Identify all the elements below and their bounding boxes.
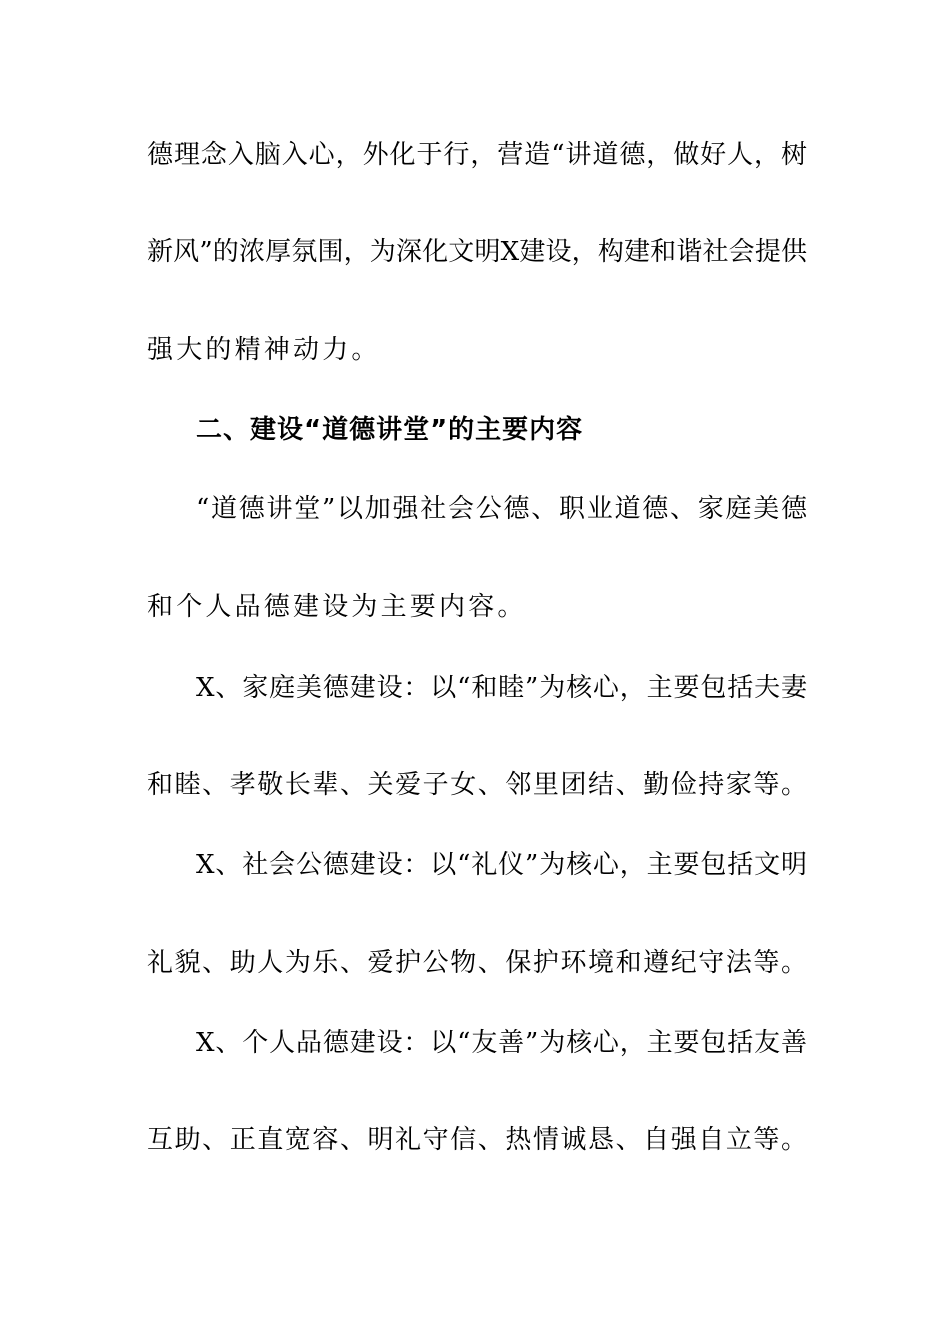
item-family-line-2: 和睦、孝敬长辈、关爱子女、邻里团结、勤俭持家等。 <box>147 770 807 800</box>
paragraph-main-line-2: 和个人品德建设为主要内容。 <box>147 592 527 622</box>
item-family-line-1: X、家庭美德建设：以“和睦”为核心，主要包括夫妻 <box>196 673 807 703</box>
item-social-line-2: 礼貌、助人为乐、爱护公物、保护环境和遵纪守法等。 <box>147 948 807 978</box>
paragraph-main-line-1: “道德讲堂”以加强社会公德、职业道德、家庭美德 <box>196 494 807 524</box>
paragraph-intro-line-3: 强大的精神动力。 <box>147 335 381 365</box>
item-personal-line-2: 互助、正直宽容、明礼守信、热情诚恳、自强自立等。 <box>147 1125 807 1155</box>
item-social-line-1: X、社会公德建设：以“礼仪”为核心，主要包括文明 <box>196 850 807 880</box>
paragraph-intro-line-1: 德理念入脑入心，外化于行，营造“讲道德，做好人，树 <box>147 140 807 170</box>
paragraph-intro-line-2: 新风”的浓厚氛围，为深化文明X建设，构建和谐社会提供 <box>147 237 807 267</box>
item-personal-line-1: X、个人品德建设：以“友善”为核心，主要包括友善 <box>196 1028 807 1058</box>
section-heading: 二、建设“道德讲堂”的主要内容 <box>196 415 584 445</box>
